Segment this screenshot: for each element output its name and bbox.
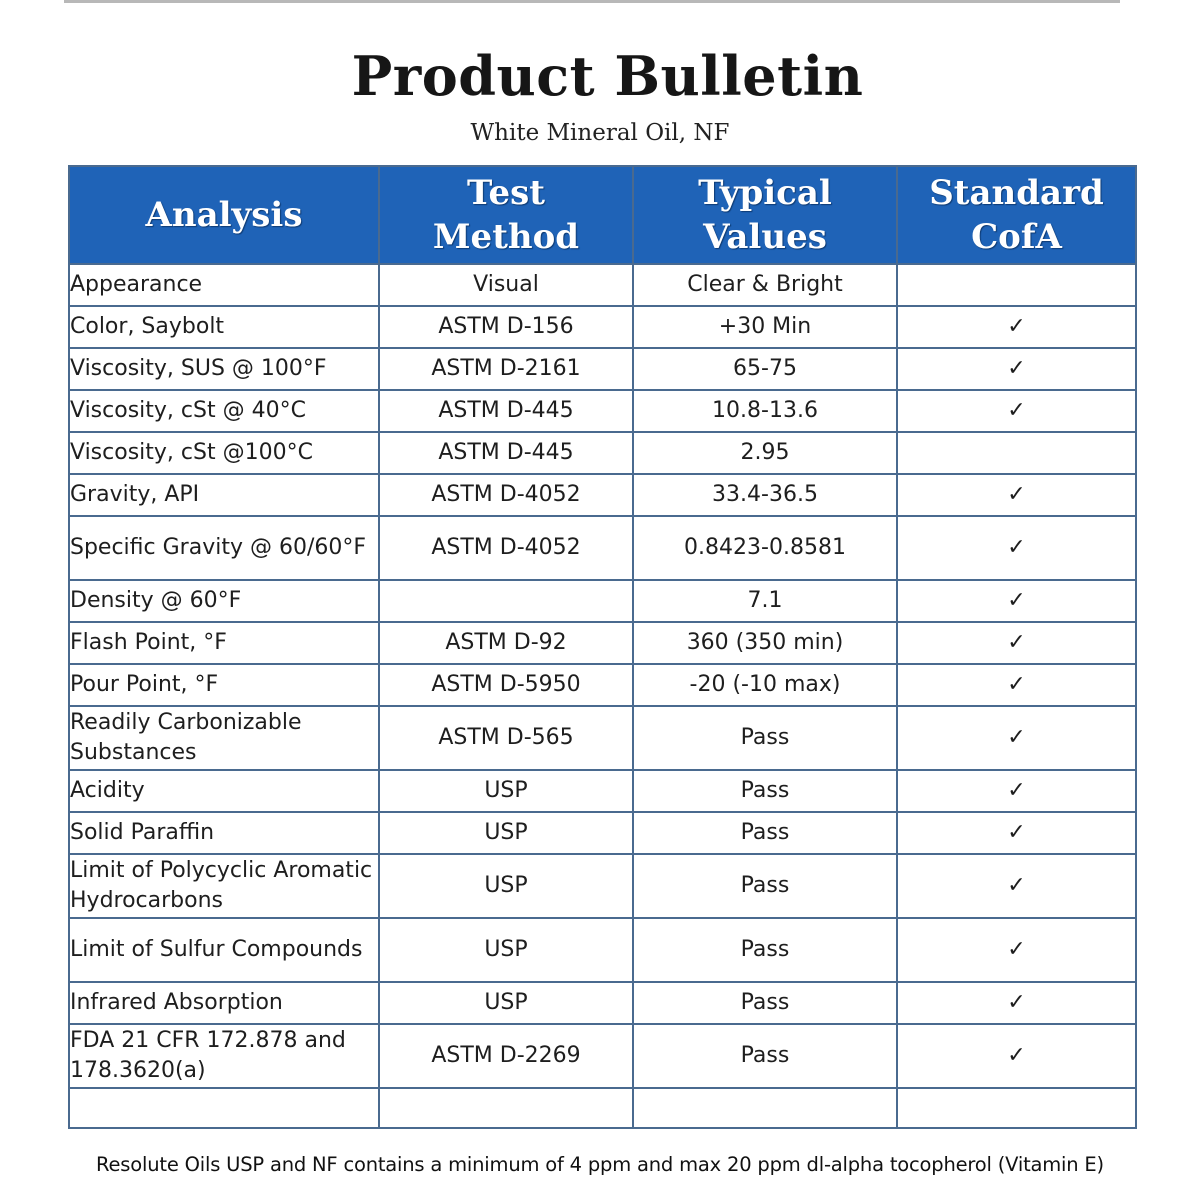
analysis-cell: Color, Saybolt [69, 306, 379, 348]
analysis-cell: Viscosity, SUS @ 100°F [69, 348, 379, 390]
typical-value-cell: 10.8-13.6 [633, 390, 897, 432]
cofa-check-cell: ✓ [897, 982, 1136, 1024]
page-title: Product Bulletin [351, 44, 864, 108]
test-method-cell: USP [379, 918, 633, 982]
table-row [69, 474, 1136, 516]
table-row [69, 348, 1136, 390]
analysis-cell: Readily Carbonizable Substances [69, 706, 379, 770]
analysis-cell: Viscosity, cSt @ 40°C [69, 390, 379, 432]
table-row [69, 306, 1136, 348]
typical-value-cell: Pass [633, 918, 897, 982]
table-row [69, 706, 1136, 770]
typical-value-cell: Clear & Bright [633, 264, 897, 306]
table-row [69, 1024, 1136, 1088]
analysis-cell: Limit of Polycyclic Aromatic Hydrocarbons [69, 854, 379, 918]
test-method-cell [379, 580, 633, 622]
typical-value-cell: Pass [633, 706, 897, 770]
cofa-check-cell: ✓ [897, 622, 1136, 664]
cofa-check-cell: ✓ [897, 706, 1136, 770]
test-method-cell: ASTM D-445 [379, 390, 633, 432]
cofa-check-cell [897, 264, 1136, 306]
header-standard-cofa-label: Standard CofA [929, 173, 1104, 257]
analysis-cell: Density @ 60°F [69, 580, 379, 622]
test-method-cell: ASTM D-156 [379, 306, 633, 348]
table-row [69, 982, 1136, 1024]
analysis-cell [69, 1088, 379, 1128]
typical-value-cell [633, 1088, 897, 1128]
cofa-check-cell: ✓ [897, 390, 1136, 432]
typical-value-cell: 0.8423-0.8581 [633, 516, 897, 580]
table-row [69, 516, 1136, 580]
analysis-cell: Solid Paraffin [69, 812, 379, 854]
test-method-cell: USP [379, 812, 633, 854]
cofa-check-cell [897, 432, 1136, 474]
test-method-cell: USP [379, 982, 633, 1024]
typical-value-cell: Pass [633, 854, 897, 918]
analysis-cell: FDA 21 CFR 172.878 and 178.3620(a) [69, 1024, 379, 1088]
table-row [69, 622, 1136, 664]
spec-table [68, 165, 1137, 1129]
analysis-cell: Infrared Absorption [69, 982, 379, 1024]
test-method-cell: ASTM D-4052 [379, 474, 633, 516]
table-row [69, 432, 1136, 474]
cofa-check-cell [897, 1088, 1136, 1128]
test-method-cell: ASTM D-445 [379, 432, 633, 474]
test-method-cell: ASTM D-4052 [379, 516, 633, 580]
analysis-cell: Acidity [69, 770, 379, 812]
header-analysis: Analysis [69, 166, 379, 264]
typical-value-cell: 2.95 [633, 432, 897, 474]
analysis-cell: Gravity, API [69, 474, 379, 516]
top-divider [64, 0, 1120, 3]
typical-value-cell: 360 (350 min) [633, 622, 897, 664]
typical-value-cell: Pass [633, 982, 897, 1024]
test-method-cell: ASTM D-92 [379, 622, 633, 664]
typical-value-cell: Pass [633, 1024, 897, 1088]
test-method-cell [379, 1088, 633, 1128]
analysis-cell: Appearance [69, 264, 379, 306]
cofa-check-cell: ✓ [897, 306, 1136, 348]
test-method-cell: ASTM D-565 [379, 706, 633, 770]
test-method-cell: ASTM D-5950 [379, 664, 633, 706]
typical-value-cell: Pass [633, 812, 897, 854]
cofa-check-cell: ✓ [897, 1024, 1136, 1088]
test-method-cell: Visual [379, 264, 633, 306]
analysis-cell: Viscosity, cSt @100°C [69, 432, 379, 474]
cofa-check-cell: ✓ [897, 918, 1136, 982]
typical-value-cell: Pass [633, 770, 897, 812]
table-row [69, 664, 1136, 706]
test-method-cell: ASTM D-2269 [379, 1024, 633, 1088]
cofa-check-cell: ✓ [897, 812, 1136, 854]
analysis-cell: Specific Gravity @ 60/60°F [69, 516, 379, 580]
page-subtitle: White Mineral Oil, NF [470, 120, 730, 146]
header-test-method-label: Test Method [432, 173, 580, 257]
typical-value-cell: -20 (-10 max) [633, 664, 897, 706]
table-row [69, 812, 1136, 854]
header-typical-values-label: Typical Values [698, 173, 832, 257]
table-row [69, 264, 1136, 306]
header-typical-values [633, 166, 897, 264]
cofa-check-cell: ✓ [897, 664, 1136, 706]
typical-value-cell: 33.4-36.5 [633, 474, 897, 516]
analysis-cell: Flash Point, °F [69, 622, 379, 664]
footer-note: Resolute Oils USP and NF contains a minimum of 4 ppm and max 20 ppm dl-alpha tocopherol (Vitamin E) [96, 1153, 1104, 1176]
cofa-check-cell: ✓ [897, 580, 1136, 622]
header-standard-cofa [897, 166, 1136, 264]
table-row [69, 390, 1136, 432]
table-row [69, 1088, 1136, 1128]
test-method-cell: ASTM D-2161 [379, 348, 633, 390]
analysis-cell: Pour Point, °F [69, 664, 379, 706]
cofa-check-cell: ✓ [897, 516, 1136, 580]
table-row [69, 918, 1136, 982]
cofa-check-cell: ✓ [897, 770, 1136, 812]
cofa-check-cell: ✓ [897, 348, 1136, 390]
test-method-cell: USP [379, 770, 633, 812]
typical-value-cell: +30 Min [633, 306, 897, 348]
test-method-cell: USP [379, 854, 633, 918]
typical-value-cell: 7.1 [633, 580, 897, 622]
table-row [69, 854, 1136, 918]
analysis-cell: Limit of Sulfur Compounds [69, 918, 379, 982]
table-body [69, 264, 1136, 1128]
table-row [69, 770, 1136, 812]
typical-value-cell: 65-75 [633, 348, 897, 390]
cofa-check-cell: ✓ [897, 854, 1136, 918]
cofa-check-cell: ✓ [897, 474, 1136, 516]
header-test-method [379, 166, 633, 264]
table-row [69, 580, 1136, 622]
header-row [69, 166, 1136, 264]
